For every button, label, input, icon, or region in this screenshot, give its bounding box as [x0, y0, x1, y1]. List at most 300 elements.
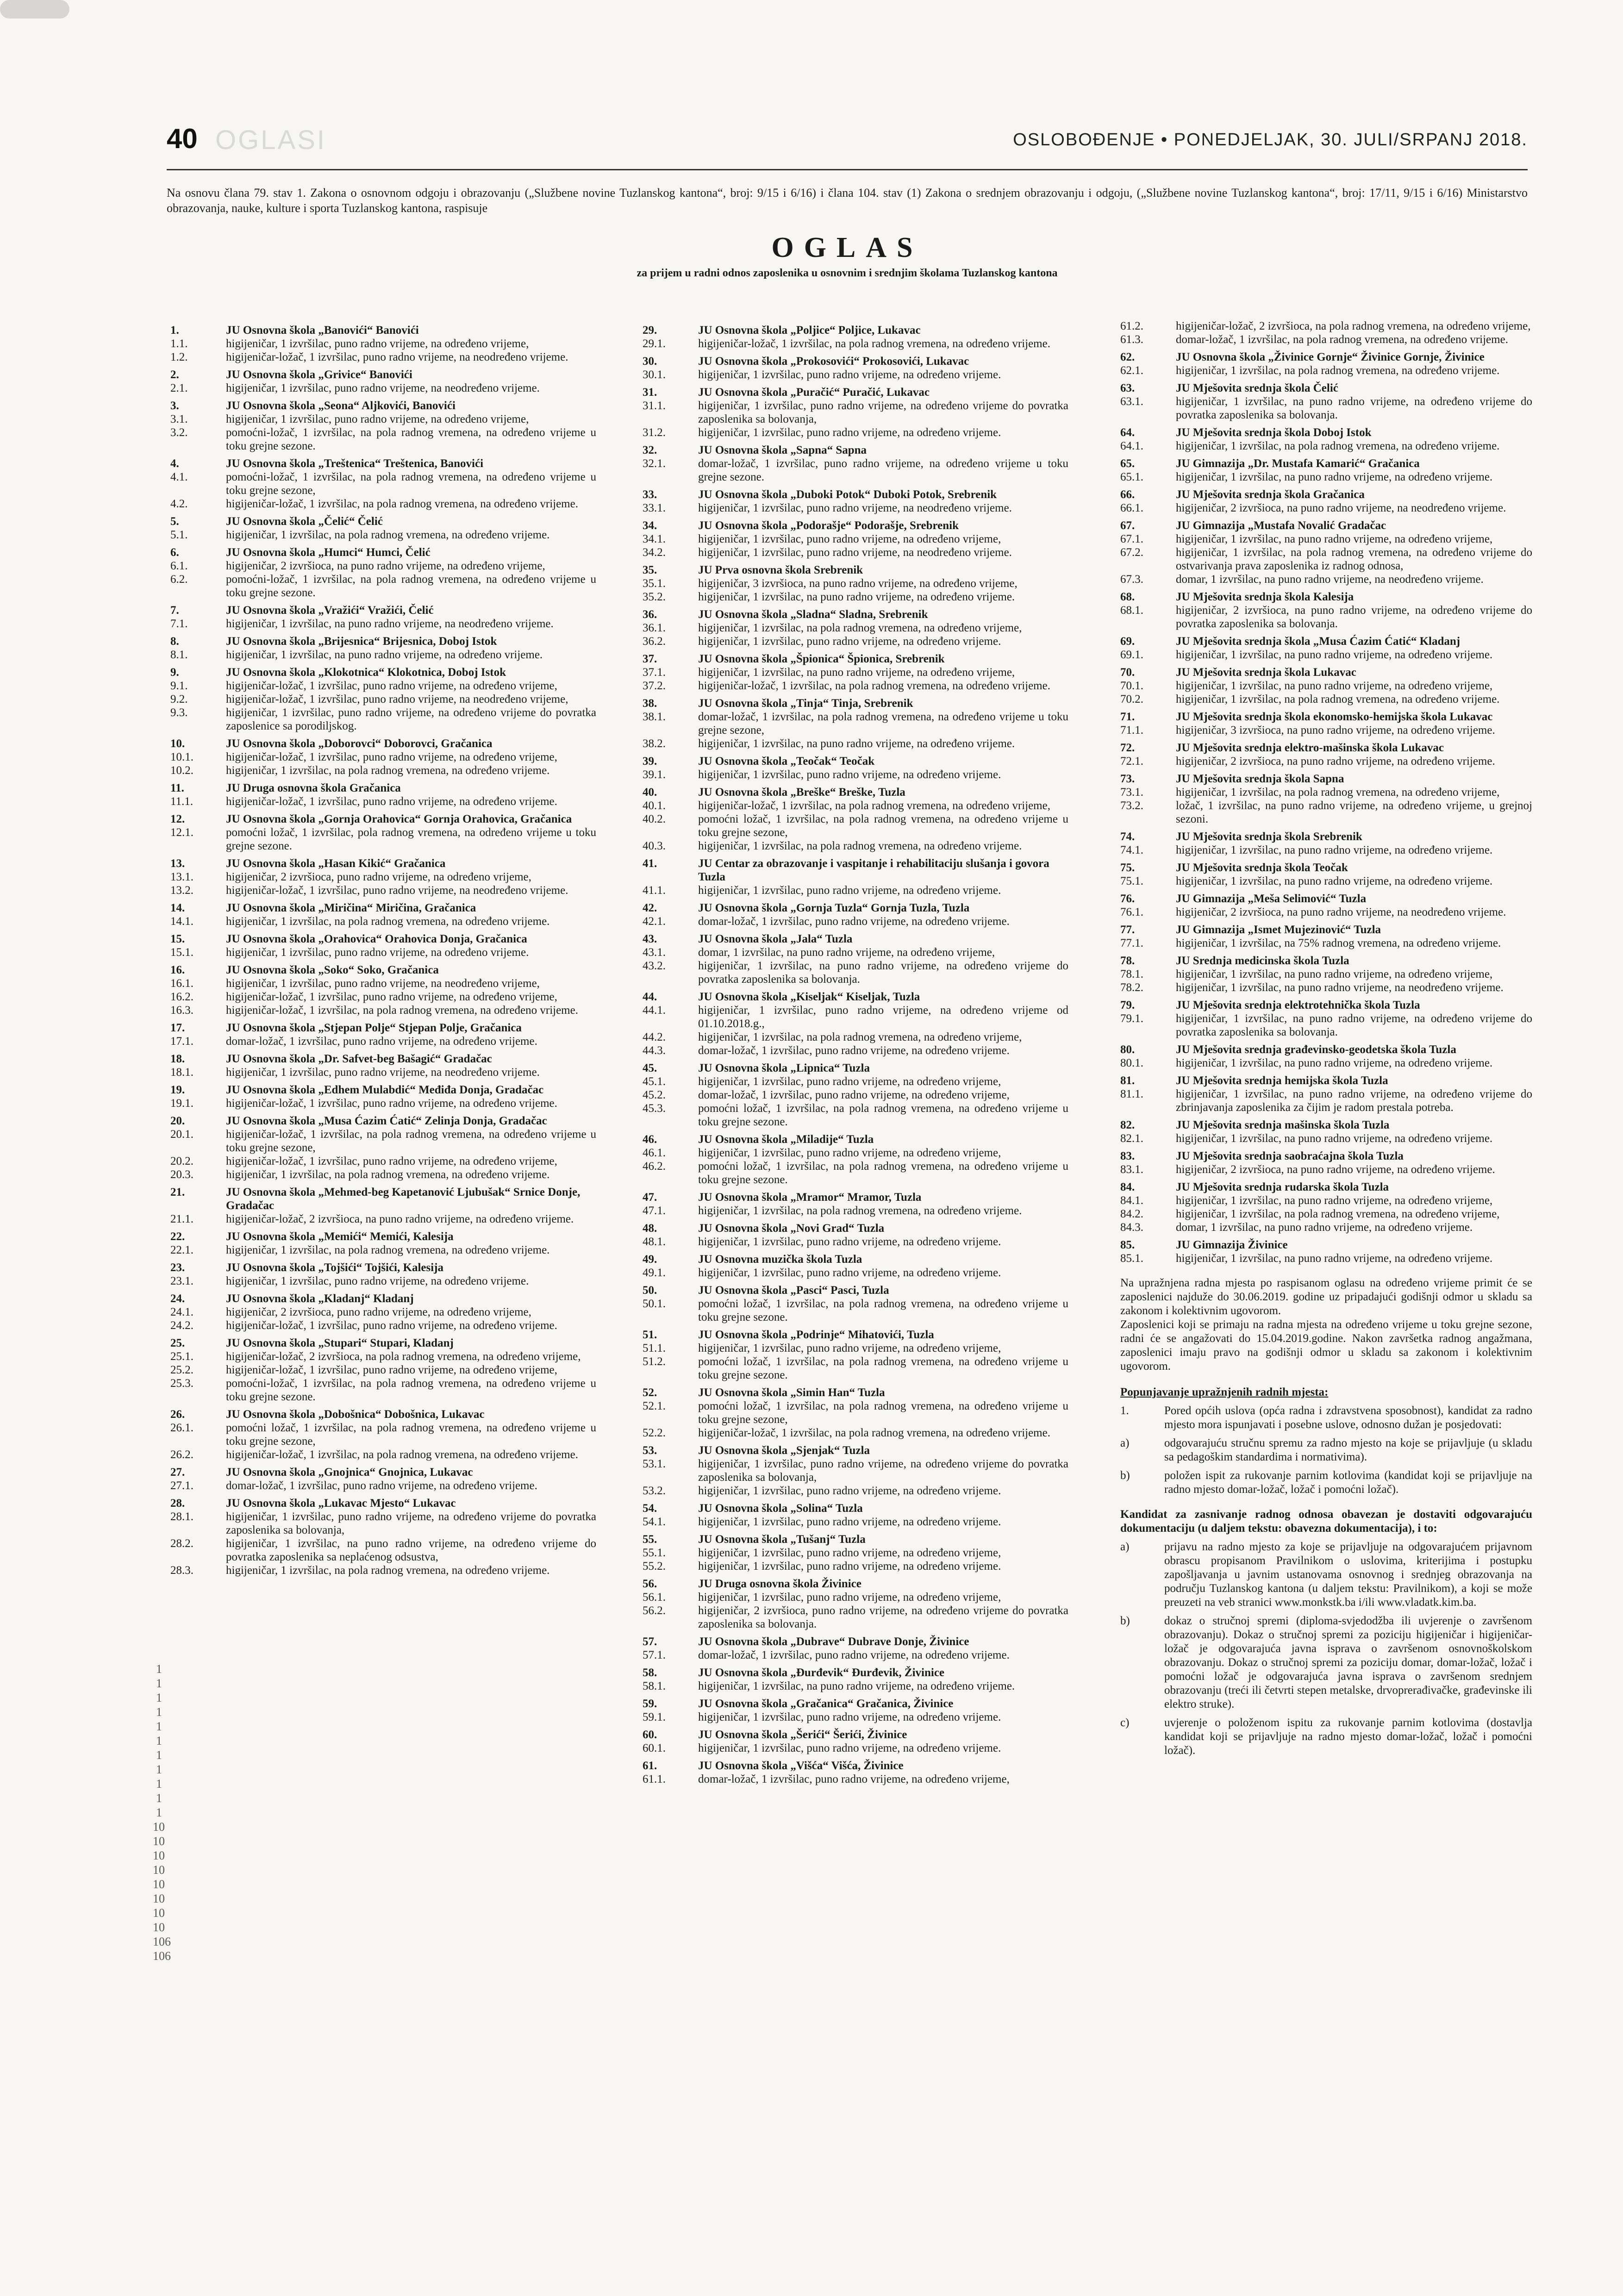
entry-number: 8.: [170, 635, 179, 648]
entry-text: JU Mješovita srednja škola Čelić: [1176, 382, 1338, 394]
entry-text: higijeničar, 1 izvršilac, puno radno vrijeme, na određeno vrijeme,: [698, 1147, 1001, 1159]
entry-number: 4.2.: [170, 498, 188, 510]
position-entry: [643, 884, 1068, 897]
school-heading: [1120, 1238, 1532, 1252]
document-letter: c): [1120, 1716, 1130, 1729]
entry-number: 10.2.: [170, 764, 194, 777]
margin-mark: 10: [153, 1849, 165, 1862]
entry-number: 82.: [1120, 1119, 1135, 1131]
entry-number: 71.1.: [1120, 724, 1143, 736]
entry-text: JU Mješovita srednja elektro-mašinska škola Lukavac: [1176, 742, 1444, 754]
entry-text: higijeničar, 1 izvršilac, na pola radnog vremena, na određeno vrijeme.: [226, 1564, 550, 1577]
school-heading: [170, 812, 596, 826]
margin-mark: 1: [156, 1691, 162, 1704]
ad-subtitle: za prijem u radni odnos zaposlenika u osnovnim i srednjim školama Tuzlanskog kantona: [637, 267, 1058, 279]
document-letter: a): [1120, 1541, 1130, 1553]
position-entry: [643, 1679, 1068, 1693]
entry-text: JU Osnovna škola „Kiseljak“ Kiseljak, Tuzla: [698, 991, 920, 1003]
position-entry: [170, 426, 596, 453]
entry-text: JU Osnovna škola „Čelić“ Čelić: [226, 515, 383, 528]
entry-number: 59.: [643, 1697, 657, 1710]
position-entry: [170, 1154, 596, 1168]
entry-number: 53.1.: [643, 1458, 666, 1470]
entry-text: higijeničar, 1 izvršilac, na pola radnog vremena, na određeno vrijeme.: [226, 529, 550, 541]
entry-number: 83.1.: [1120, 1163, 1143, 1176]
school-heading: [1120, 381, 1532, 395]
position-entry: [643, 1772, 1068, 1786]
entry-number: 84.: [1120, 1181, 1135, 1193]
position-entry: [170, 1243, 596, 1257]
entry-number: 3.1.: [170, 413, 188, 425]
entry-number: 9.2.: [170, 693, 188, 705]
position-entry: [170, 337, 596, 350]
notice-paragraph-2: Zaposlenici koji se primaju na radna mjesta na određeno vrijeme u toku grejne sezone, radni će se angažovati do 15.04.2019.godine. Nakon završetka radnog angažmana, zaposlenici imaju pravo na godišnji odmor u skladu sa zakonom i kolektivnim ugovorom.: [1120, 1318, 1532, 1373]
entry-text: higijeničar, 1 izvršilac, na puno radno vrijeme, na određeno vrijeme,: [1176, 533, 1493, 545]
position-entry: [170, 990, 596, 1004]
school-heading: [170, 457, 596, 470]
document-text: dokaz o stručnoj spremi (diploma-svjedodžba ili uvjerenje o završenom obrazovanju). Dokaz o stručnoj spremi za poziciju higijeničar i higijeničar-ložač je odgovarajuća javna isprava o završenom osnovnoškolskom obrazovanju. Dokaz o stručnoj spremi za poziciju domar, domar-ložač, ložač i pomoćni ložač je odgovarajuća javna isprava o završenom srednjem obrazovanju (treći ili četvrti stepen metalske, drvoprerađivačke, građevinske ili elektro struke).: [1164, 1615, 1532, 1710]
position-entry: [170, 1319, 596, 1332]
position-entry: [643, 1030, 1068, 1044]
entry-text: higijeničar, 1 izvršilac, puno radno vrijeme, na određeno vrijeme,: [698, 1547, 1001, 1559]
entry-text: higijeničar, 1 izvršilac, puno radno vrijeme, na određeno vrijeme,: [698, 1342, 1001, 1354]
entry-text: JU Osnovna škola „Novi Grad“ Tuzla: [698, 1222, 885, 1235]
entry-text: higijeničar, 1 izvršilac, puno radno vrijeme, na određeno vrijeme od 01.10.2018.g.,: [698, 1004, 1068, 1030]
entry-number: 73.2.: [1120, 799, 1143, 812]
entry-number: 47.1.: [643, 1204, 666, 1217]
entry-number: 24.1.: [170, 1306, 194, 1318]
entry-text: higijeničar-ložač, 1 izvršilac, puno radno vrijeme, na određeno vrijeme.: [226, 1097, 557, 1110]
entry-number: 63.: [1120, 382, 1135, 394]
entry-number: 22.1.: [170, 1244, 194, 1256]
position-entry: [170, 1479, 596, 1492]
entry-text: higijeničar, 1 izvršilac, na puno radno vrijeme, na određeno vrijeme do povratka zaposlenika sa bolovanja.: [1176, 1012, 1532, 1038]
entry-text: JU Osnovna škola „Musa Ćazim Ćatić“ Zelinja Donja, Gradačac: [226, 1115, 547, 1127]
school-heading: [643, 1697, 1068, 1710]
condition-b: [1120, 1469, 1532, 1497]
entry-text: JU Osnovna škola „Prokosovići“ Prokosovići, Lukavac: [698, 355, 969, 368]
position-entry: [170, 1537, 596, 1564]
entry-number: 44.: [643, 991, 657, 1003]
school-heading: [170, 399, 596, 412]
entry-text: JU Osnovna škola „Breške“ Breške, Tuzla: [698, 786, 905, 799]
position-entry: [170, 679, 596, 693]
entry-text: higijeničar, 1 izvršilac, na pola radnog vremena, na određeno vrijeme.: [1176, 440, 1500, 452]
entry-number: 10.1.: [170, 751, 194, 763]
entry-number: 25.2.: [170, 1364, 194, 1376]
condition-text: položen ispit za rukovanje parnim kotlovima (kandidat koji se prijavljuje na radno mjesto domar-ložač, ložač i pomoćni ložač).: [1164, 1469, 1532, 1496]
entry-number: 50.1.: [643, 1298, 666, 1310]
entry-text: JU Mješovita srednja škola Gračanica: [1176, 488, 1365, 501]
entry-text: higijeničar, 3 izvršioca, na puno radno vrijeme, na određeno vrijeme.: [1176, 724, 1495, 736]
entry-text: domar-ložač, 1 izvršilac, puno radno vrijeme, na određeno vrijeme.: [226, 1479, 537, 1492]
school-heading: [1120, 426, 1532, 439]
entry-number: 30.1.: [643, 368, 666, 381]
entry-number: 85.1.: [1120, 1252, 1143, 1265]
position-entry: [1120, 679, 1532, 693]
school-heading: [170, 635, 596, 648]
entry-number: 75.1.: [1120, 875, 1143, 887]
entry-text: higijeničar-ložač, 1 izvršilac, puno radno vrijeme, na određeno vrijeme,: [226, 680, 557, 692]
entry-number: 46.1.: [643, 1147, 666, 1159]
entry-text: JU Osnovna škola „Lukavac Mjesto“ Lukavac: [226, 1497, 456, 1510]
school-heading: [170, 857, 596, 870]
entry-number: 29.1.: [643, 337, 666, 350]
position-entry: [643, 1560, 1068, 1573]
entry-text: JU Mješovita srednja škola Doboj Istok: [1176, 426, 1372, 439]
entry-number: 70.1.: [1120, 680, 1143, 692]
entry-number: 52.2.: [643, 1427, 666, 1439]
position-entry: [643, 666, 1068, 679]
position-entry: [643, 1044, 1068, 1057]
school-heading: [643, 652, 1068, 666]
documents-intro: Kandidat za zasnivanje radnog odnosa obavezan je dostaviti odgovarajuću dokumentaciju (u daljem tekstu: obavezna dokumentacija), i to:: [1120, 1508, 1532, 1535]
ad-title: OGLAS: [771, 232, 923, 263]
entry-number: 11.: [170, 782, 184, 794]
entry-text: higijeničar, 1 izvršilac, puno radno vrijeme, na određeno vrijeme,: [698, 1591, 1001, 1603]
entry-text: JU Osnovna škola „Tinja“ Tinja, Srebrenik: [698, 697, 913, 710]
entry-text: higijeničar, 2 izvršioca, na puno radno vrijeme, na neodređeno vrijeme.: [1176, 502, 1506, 514]
entry-number: 42.: [643, 902, 657, 914]
entry-number: 72.: [1120, 742, 1135, 754]
entry-text: higijeničar, 1 izvršilac, na pola radnog vremena, na određeno vrijeme,: [1176, 786, 1500, 799]
position-entry: [643, 1515, 1068, 1529]
entry-number: 26.: [170, 1408, 185, 1421]
entry-number: 58.: [643, 1666, 657, 1679]
entry-number: 61.3.: [1120, 333, 1143, 346]
entry-text: JU Osnovna škola „Duboki Potok“ Duboki Potok, Srebrenik: [698, 488, 997, 501]
entry-text: higijeničar, 1 izvršilac, puno radno vrijeme, na određeno vrijeme.: [698, 768, 1001, 781]
entry-number: 45.3.: [643, 1102, 666, 1115]
entry-number: 51.2.: [643, 1355, 666, 1368]
entry-number: 84.2.: [1120, 1208, 1143, 1220]
entry-text: higijeničar, 1 izvršilac, puno radno vrijeme, na određeno vrijeme,: [226, 413, 529, 425]
entry-text: JU Osnovna škola „Podorašje“ Podorašje, Srebrenik: [698, 519, 959, 532]
position-entry: [170, 795, 596, 808]
position-entry: [170, 1510, 596, 1537]
entry-number: 76.: [1120, 892, 1135, 905]
document-a: [1120, 1540, 1532, 1610]
position-entry: [643, 1648, 1068, 1662]
entry-number: 77.1.: [1120, 937, 1143, 949]
margin-mark: 10: [153, 1921, 165, 1934]
entry-text: JU Mješovita srednja građevinsko-geodetska škola Tuzla: [1176, 1043, 1456, 1056]
entry-text: JU Osnovna škola „Soko“ Soko, Gračanica: [226, 964, 439, 976]
entry-text: JU Osnovna škola „Banovići“ Banovići: [226, 324, 419, 337]
entry-text: pomoćni ložač, 1 izvršilac, na pola radnog vremena, na određeno vrijeme u toku grejne sezone,: [226, 1422, 596, 1447]
entry-text: pomoćni-ložač, 1 izvršilac, na pola radnog vremena, na određeno vrijeme u toku grejne sezone.: [226, 426, 596, 452]
entry-number: 31.1.: [643, 399, 666, 412]
position-entry: [170, 350, 596, 364]
entry-number: 35.: [643, 564, 657, 576]
entry-text: higijeničar, 1 izvršilac, puno radno vrijeme, na određeno vrijeme.: [698, 1711, 1001, 1723]
school-heading: [643, 786, 1068, 799]
entry-number: 19.1.: [170, 1097, 194, 1110]
entry-number: 81.: [1120, 1074, 1135, 1087]
margin-mark: 1: [156, 1734, 162, 1747]
entry-text: higijeničar, 1 izvršilac, na puno radno vrijeme, na određeno vrijeme,: [1176, 968, 1493, 980]
entry-text: higijeničar, 1 izvršilac, na puno radno vrijeme, na određeno vrijeme.: [698, 591, 1015, 603]
school-heading: [170, 1466, 596, 1479]
entry-text: JU Prva osnovna škola Srebrenik: [698, 564, 863, 576]
entry-number: 25.1.: [170, 1350, 194, 1363]
entry-number: 43.1.: [643, 946, 666, 959]
entry-text: higijeničar, 2 izvršioca, puno radno vrijeme, na određeno vrijeme,: [226, 871, 531, 883]
position-entry: [1120, 981, 1532, 994]
entry-number: 43.2.: [643, 960, 666, 972]
school-heading: [1120, 923, 1532, 936]
entry-text: JU Osnovna škola „Stupari“ Stupari, Kladanj: [226, 1337, 454, 1349]
entry-number: 54.: [643, 1502, 657, 1515]
entry-number: 4.: [170, 457, 179, 470]
school-heading: [643, 1386, 1068, 1399]
entry-number: 78.: [1120, 955, 1135, 967]
entry-number: 45.1.: [643, 1075, 666, 1088]
column-3-list: [1120, 319, 1532, 1265]
entry-number: 25.: [170, 1337, 185, 1349]
entry-number: 27.1.: [170, 1479, 194, 1492]
school-heading: [1120, 350, 1532, 364]
school-heading: [643, 1533, 1068, 1546]
position-entry: [643, 1591, 1068, 1604]
entry-text: JU Mješovita srednja mašinska škola Tuzla: [1176, 1119, 1390, 1131]
entry-text: domar, 1 izvršilac, na puno radno vrijeme, na neodređeno vrijeme.: [1176, 573, 1484, 586]
entry-number: 25.3.: [170, 1377, 194, 1390]
position-entry: [643, 1484, 1068, 1497]
entry-text: higijeničar, 2 izvršioca, na puno radno vrijeme, na određeno vrijeme.: [1176, 1163, 1495, 1176]
entry-text: higijeničar, 1 izvršilac, puno radno vrijeme, na određeno vrijeme.: [698, 635, 1001, 648]
entry-text: higijeničar, 1 izvršilac, puno radno vrijeme, na određeno vrijeme.: [226, 1275, 529, 1287]
entry-text: higijeničar-ložač, 2 izvršioca, na puno radno vrijeme, na određeno vrijeme.: [226, 1213, 574, 1225]
school-heading: [1120, 590, 1532, 604]
school-heading: [1120, 666, 1532, 679]
position-entry: [643, 457, 1068, 484]
entry-number: 7.1.: [170, 618, 188, 630]
entry-number: 69.: [1120, 635, 1135, 648]
entry-text: higijeničar, 1 izvršilac, na pola radnog vremena, na određeno vrijeme.: [1176, 364, 1500, 377]
entry-number: 73.1.: [1120, 786, 1143, 799]
position-entry: [1120, 799, 1532, 826]
entry-number: 75.: [1120, 861, 1135, 874]
entry-text: domar-ložač, 1 izvršilac, puno radno vrijeme, na određeno vrijeme.: [698, 1044, 1010, 1057]
entry-text: higijeničar-ložač, 1 izvršilac, puno radno vrijeme, na određeno vrijeme,: [226, 991, 557, 1003]
entry-text: JU Osnovna škola „Miladije“ Tuzla: [698, 1133, 874, 1146]
entry-number: 43.: [643, 933, 657, 945]
entry-text: JU Druga osnovna škola Gračanica: [226, 782, 401, 794]
entry-text: JU Gimnazija „Meša Selimović“ Tuzla: [1176, 892, 1367, 905]
entry-text: JU Osnovna škola „Solina“ Tuzla: [698, 1502, 863, 1515]
position-entry: [643, 1426, 1068, 1440]
document-b: [1120, 1614, 1532, 1711]
entry-text: higijeničar, 1 izvršilac, na puno radno vrijeme, na određeno vrijeme do zbrinjavanja zaposlenika za čijim je radom prestala potreba.: [1176, 1088, 1532, 1114]
entry-number: 22.: [170, 1230, 185, 1243]
entry-text: pomoćni ložač, 1 izvršilac, na pola radnog vremena, na određeno vrijeme u toku grejne sezone.: [698, 1160, 1068, 1186]
entry-number: 16.: [170, 964, 185, 976]
position-entry: [643, 915, 1068, 928]
position-entry: [1120, 693, 1532, 706]
school-heading: [1120, 519, 1532, 532]
school-heading: [1120, 488, 1532, 501]
margin-mark: 1: [156, 1720, 162, 1733]
school-heading: [643, 901, 1068, 915]
entry-number: 36.: [643, 608, 657, 621]
notice-paragraph-1: Na upražnjena radna mjesta po raspisanom oglasu na određeno vrijeme primit će se zaposlenici najduže do 30.06.2019. godine uz pripadajući godišnji odmor u skladu sa zakonom i kolektivnim ugovorom.: [1120, 1277, 1532, 1317]
school-heading: [1120, 1074, 1532, 1087]
position-entry: [643, 1546, 1068, 1560]
entry-text: domar-ložač, 1 izvršilac, puno radno vrijeme, na određeno vrijeme u toku grejne sezone.: [698, 457, 1068, 483]
entry-number: 40.: [643, 786, 657, 799]
entry-text: higijeničar, 2 izvršioca, na puno radno vrijeme, na određeno vrijeme do povratka zaposlenika sa bolovanja.: [1176, 604, 1532, 630]
entry-number: 44.2.: [643, 1031, 666, 1043]
entry-text: JU Osnovna škola „Memići“ Memići, Kalesija: [226, 1230, 454, 1243]
position-entry: [643, 1457, 1068, 1484]
entry-number: 59.1.: [643, 1711, 666, 1723]
entry-text: JU Osnovna škola „Gračanica“ Gračanica, Živinice: [698, 1697, 954, 1710]
entry-number: 62.: [1120, 351, 1135, 363]
entry-text: JU Osnovna škola „Poljice“ Poljice, Lukavac: [698, 324, 921, 337]
margin-mark: 1: [156, 1677, 162, 1690]
entry-number: 46.: [643, 1133, 657, 1146]
school-heading: [643, 488, 1068, 501]
entry-text: higijeničar, 1 izvršilac, na puno radno vrijeme, na određeno vrijeme.: [1176, 471, 1493, 483]
margin-mark: 1: [156, 1791, 162, 1805]
entry-number: 28.: [170, 1497, 185, 1510]
entry-text: JU Osnovna škola „Humci“ Humci, Čelić: [226, 546, 431, 559]
position-entry: [643, 946, 1068, 959]
position-entry: [643, 1102, 1068, 1129]
entry-number: 65.1.: [1120, 471, 1143, 483]
margin-mark: 1: [156, 1662, 162, 1676]
position-entry: [170, 706, 596, 733]
school-heading: [643, 1666, 1068, 1679]
entry-text: higijeničar, 1 izvršilac, puno radno vrijeme, na određeno vrijeme do povratka zaposlenika sa bolovanja,: [698, 399, 1068, 425]
entry-text: higijeničar, 1 izvršilac, puno radno vrijeme, na određeno vrijeme.: [698, 426, 1001, 439]
entry-text: JU Osnovna škola „Sjenjak“ Tuzla: [698, 1444, 870, 1457]
position-entry: [643, 426, 1068, 439]
position-entry: [170, 826, 596, 853]
entry-text: higijeničar, 1 izvršilac, puno radno vrijeme, na određeno vrijeme.: [698, 1267, 1001, 1279]
position-entry: [1120, 843, 1532, 857]
school-heading: [170, 932, 596, 946]
margin-mark: 10: [153, 1834, 165, 1848]
entry-number: 85.: [1120, 1239, 1135, 1251]
entry-text: higijeničar-ložač, 1 izvršilac, puno radno vrijeme, na određeno vrijeme,: [226, 1364, 557, 1376]
entry-text: domar-ložač, 1 izvršilac, puno radno vrijeme, na određeno vrijeme.: [698, 915, 1010, 928]
entry-text: higijeničar, 1 izvršilac, puno radno vrijeme, na određeno vrijeme,: [226, 337, 529, 350]
entry-number: 56.: [643, 1578, 657, 1590]
school-heading: [170, 901, 596, 915]
entry-number: 4.1.: [170, 471, 188, 483]
position-entry: [170, 573, 596, 599]
position-entry: [643, 1604, 1068, 1631]
position-entry: [1120, 364, 1532, 377]
entry-text: JU Osnovna škola „Hasan Kikić“ Gračanica: [226, 857, 446, 870]
entry-number: 34.2.: [643, 546, 666, 559]
document-letter: b): [1120, 1615, 1130, 1627]
entry-number: 42.1.: [643, 915, 666, 928]
school-heading: [1120, 710, 1532, 724]
entry-number: 17.1.: [170, 1035, 194, 1048]
entry-number: 78.2.: [1120, 981, 1143, 994]
school-heading: [643, 1253, 1068, 1266]
entry-text: JU Osnovna škola „Gnojnica“ Gnojnica, Lukavac: [226, 1466, 473, 1479]
school-heading: [1120, 772, 1532, 786]
entry-text: pomoćni ložač, 1 izvršilac, pola radnog vremena, na određeno vrijeme u toku grejne sezone.: [226, 826, 596, 852]
entry-text: higijeničar-ložač, 1 izvršilac, puno radno vrijeme, na neodređeno vrijeme.: [226, 351, 568, 363]
entry-text: higijeničar, 1 izvršilac, na puno radno vrijeme, na određeno vrijeme,: [1176, 1194, 1493, 1207]
entry-text: JU Gimnazija „Ismet Mujezinović“ Tuzla: [1176, 923, 1381, 936]
position-entry: [1120, 1056, 1532, 1070]
entry-text: higijeničar, 1 izvršilac, na pola radnog vremena, na određeno vrijeme.: [226, 1168, 550, 1181]
entry-number: 84.1.: [1120, 1194, 1143, 1207]
school-heading: [1120, 861, 1532, 874]
entry-number: 24.2.: [170, 1319, 194, 1332]
entry-text: higijeničar-ložač, 1 izvršilac, puno radno vrijeme, na određeno vrijeme.: [226, 795, 557, 808]
entry-number: 11.1.: [170, 795, 194, 808]
position-entry: [643, 1399, 1068, 1426]
entry-text: higijeničar, 1 izvršilac, na puno radno vrijeme, na određeno vrijeme.: [1176, 1252, 1493, 1265]
entry-number: 55.: [643, 1533, 657, 1546]
position-entry: [170, 915, 596, 928]
entry-text: higijeničar-ložač, 2 izvršioca, na pola radnog vremena, na određeno vrijeme,: [226, 1350, 581, 1363]
entry-number: 39.1.: [643, 768, 666, 781]
position-entry: [170, 648, 596, 661]
position-entry: [643, 337, 1068, 350]
entry-number: 80.1.: [1120, 1057, 1143, 1069]
school-heading: [643, 1635, 1068, 1648]
entry-text: domar-ložač, 1 izvršilac, na pola radnog vremena, na određeno vrijeme.: [1176, 333, 1508, 346]
entry-text: higijeničar, 1 izvršilac, puno radno vrijeme, na određeno vrijeme.: [698, 1516, 1001, 1528]
position-entry: [1120, 1194, 1532, 1207]
position-entry: [170, 750, 596, 764]
school-heading: [1120, 457, 1532, 470]
entry-number: 70.2.: [1120, 693, 1143, 705]
entry-text: JU Osnovna škola „Višća“ Višća, Živinice: [698, 1759, 904, 1772]
entry-text: domar-ložač, 1 izvršilac, puno radno vrijeme, na određeno vrijeme,: [698, 1773, 1010, 1785]
column-2: [643, 319, 1068, 1786]
position-entry: [643, 1355, 1068, 1382]
entry-text: JU Osnovna škola „Klokotnica“ Klokotnica, Doboj Istok: [226, 666, 506, 679]
school-heading: [170, 1114, 596, 1128]
entry-number: 1.2.: [170, 351, 188, 363]
entry-text: higijeničar, 2 izvršioca, na puno radno vrijeme, na određeno vrijeme.: [1176, 755, 1495, 767]
entry-text: higijeničar, 1 izvršilac, puno radno vrijeme, na određeno vrijeme.: [698, 1235, 1001, 1248]
position-entry: [1120, 395, 1532, 422]
position-entry: [643, 1266, 1068, 1279]
entry-number: 66.: [1120, 488, 1135, 501]
entry-text: higijeničar, 1 izvršilac, na pola radnog vremena, na određeno vrijeme.: [226, 764, 550, 777]
entry-text: JU Osnovna škola „Teočak“ Teočak: [698, 755, 875, 767]
entry-number: 29.: [643, 324, 657, 337]
entry-number: 62.1.: [1120, 364, 1143, 377]
entry-number: 2.1.: [170, 382, 188, 394]
school-heading: [170, 1052, 596, 1066]
school-heading: [170, 666, 596, 679]
position-entry: [643, 1341, 1068, 1355]
entry-text: higijeničar, 1 izvršilac, puno radno vrijeme, na određeno vrijeme do povratka zaposlenika sa bolovanja,: [226, 1510, 596, 1536]
school-heading: [643, 1759, 1068, 1772]
entry-number: 1.1.: [170, 337, 188, 350]
position-entry: [1120, 1221, 1532, 1234]
entry-number: 79.1.: [1120, 1012, 1143, 1025]
position-entry: [170, 1274, 596, 1288]
entry-text: higijeničar, 1 izvršilac, puno radno vrijeme, na određeno vrijeme.: [698, 884, 1001, 897]
entry-text: higijeničar, 1 izvršilac, na puno radno vrijeme, na neodređeno vrijeme.: [1176, 981, 1504, 994]
entry-text: JU Osnovna škola „Sapna“ Sapna: [698, 444, 867, 456]
position-entry: [1120, 1132, 1532, 1145]
entry-text: JU Osnovna škola „Kladanj“ Kladanj: [226, 1292, 414, 1305]
school-heading: [1120, 741, 1532, 755]
